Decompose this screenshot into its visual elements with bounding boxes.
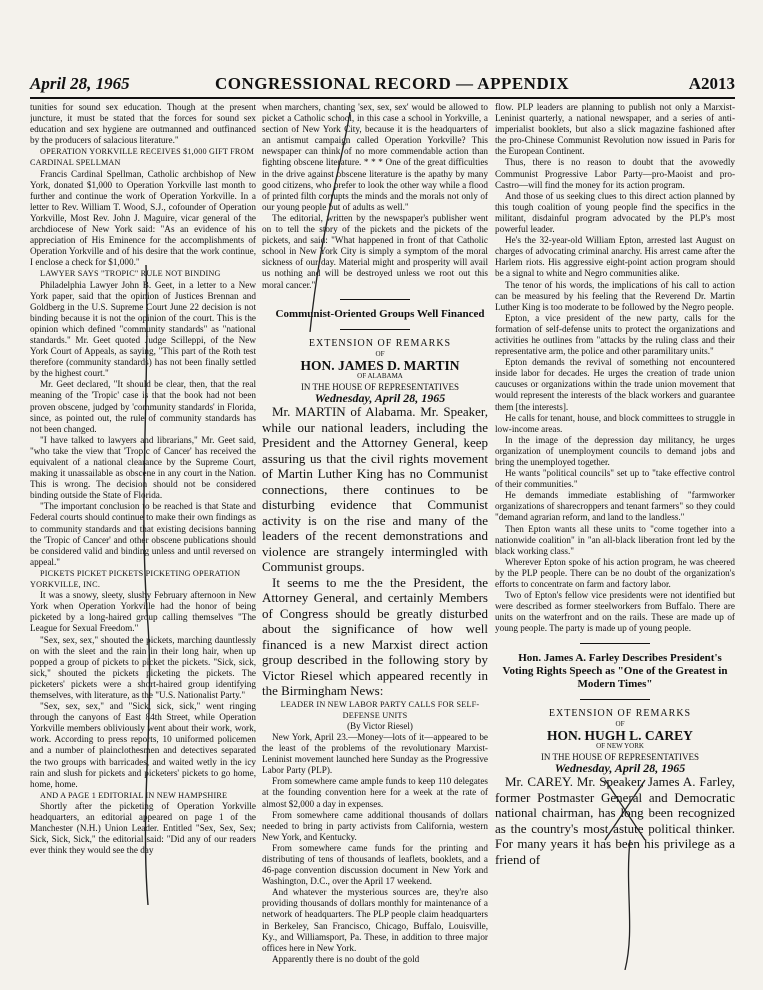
extension-of-remarks: EXTENSION OF REMARKS (308, 337, 452, 349)
member-state: OF ALABAMA (357, 371, 403, 380)
paragraph: Mr. MARTIN of Alabama. Mr. Speaker, while our national leaders, including the President and the Attorney General, keep assuring us that the civil rights movement of Martin Luther King has no Communist connections, there continues to be disturbing evidence that Communist activity is on the rise and many of the leaders of the recent demonstrations and violence are strangely intermingled with Communist groups. (262, 404, 488, 575)
member-name: HON. HUGH L. CAREY (547, 727, 693, 743)
paragraph: tunities for sound sex education. Though at the present juncture, it must be stated that the forces for sound sex education and sex hygiene are outmanned and outfinanced by the producers of salacious literature." (30, 102, 256, 146)
paragraph: And whatever the mysterious sources are, they're also providing thousands of dollars monthly for maintenance of a network of headquarters. The PLP people claim headquarters in Berkeley, San Francisco, Chicago, Buffalo, Louisville, Ky., and Williamsport, Pa. These, in addition to three major offices here in New York. (262, 887, 488, 953)
paragraph: From somewhere came ample funds to keep 110 delegates at the founding convention here for a week at the rate of almost $2,000 a day in expenses. (262, 776, 488, 809)
paragraph: He wants "political councils" set up to "take effective control of their communities." (495, 468, 735, 490)
of-label: OF (615, 719, 625, 728)
paragraph: He's the 32-year-old William Epton, arrested last August on charges of advocating criminal anarchy. His arrest came after the Harlem riots. His aggressive eight-point action program should be a signal to white and Negro communities alike. (495, 235, 735, 279)
paragraph: "Sex, sex, sex," and "Sick, sick, sick," went ringing through the canyons of East 84th Street, while Operation Yorkville members obliviously went about their work, work, work. According to press reports, 10 uniformed policemen and a number of plainclothesmen and detectives separated the two groups with barricades, and waited wetly in the icy rain and slush for pickets and picketers' pickets to go home, home, home. (30, 701, 256, 789)
paragraph: flow. PLP leaders are planning to publish not only a Marxist-Leninist quarterly, a national newspaper, and a series of anti-imperialist booklets, but also a slick magazine fashioned after the pro-Chinese Communist Revolution now issued in Paris for the European Continent. (495, 102, 735, 157)
paragraph: Two of Epton's fellow vice presidents were not identified but were described as former steelworkers from Buffalo. There are units on the waterfront and on the rails. These are made up of young people. The party is made up of young people. (495, 590, 735, 634)
speech-date: Wednesday, April 28, 1965 (314, 391, 446, 406)
paragraph: Epton demands the revival of something not encountered inside labor for decades. He urges the creation of trade union caucuses or organizations within the trade union movement that would represent the interests of the black workers and guarantee them [the interests]. (495, 357, 735, 412)
house-label: IN THE HOUSE OF REPRESENTATIVES (540, 751, 700, 762)
story-heading: LEADER IN NEW LABOR PARTY CALLS FOR SELF-DEFENSE UNITS (280, 699, 480, 720)
handwritten-mark-icon (128, 265, 168, 905)
section-heading: AND A PAGE 1 EDITORIAL IN NEW HAMPSHIRE (40, 790, 228, 800)
section-heading: OPERATION YORKVILLE RECEIVES $1,000 GIFT FROM CARDINAL SPELLMAN (30, 147, 255, 168)
paragraph: New York, April 23.—Money—lots of it—appeared to be the least of the problems of the revolutionary Marxist-Leninist movement launched here Sunday as the Progressive Labor Party (PLP). (262, 731, 488, 776)
paragraph: Francis Cardinal Spellman, Catholic archbishop of New York, donated $1,000 to Operation Yorkville last month to further and continue the work of Operation Yorkville. In a letter to Rev. William T. Wood, S.J., cofounder of Operation Yorkville, Most Rev. John J. Maguire, vicar general of the archdiocese of New York said: "As an evidence of his appreciation of His Eminence for the accomplishments of Operation Yorkville and of his desire that the work continue, I enclose a check for $1,000." (30, 168, 256, 268)
member-state: OF NEW YORK (596, 741, 644, 750)
paragraph: And those of us seeking clues to this direct action planned by this tough coalition of young people find the specifics in the militant, disdainful program advocated by the PLP's most powerful leader. (495, 190, 735, 235)
paragraph: "Sex, sex, sex," shouted the pickets, marching dauntlessly on with the sleet and the rain in their long hair, when up popped a group of pickets to picket the pickets. "Sick, sick, sick," shouted the pickets picketing the pickets. The picketers' pickets were a short-haired group identifying themselves, with literature, as the "U.S. Nationalist Party." (30, 634, 256, 700)
paragraph: From somewhere came additional thousands of dollars needed to bring in party activists from California, western New York, and Kentucky. (262, 809, 488, 842)
paragraph: "The important conclusion to be reached is that State and Federal courts should continue to make their own findings as to community standards and that existing decisions banning the 'Tropic of Cancer' and other obscene publications should be considered valid and binding unless and until reversed on appeal." (30, 501, 256, 567)
section-heading: LAWYER SAYS "TROPIC" RULE NOT BINDING (40, 269, 221, 279)
paragraph: From somewhere came funds for the printing and distributing of tens of thousands of leaflets, booklets, and a 46-page convention discussion document in New York and Washington, D.C., over the April 17 weekend. (262, 842, 488, 887)
article-title: Hon. James A. Farley Describes President's Voting Rights Speech as "One of the Greatest in Modern Times" (502, 651, 728, 690)
paragraph: Mr. CAREY. Mr. Speaker, James A. Farley, former Postmaster General and Democratic national chairman, has long been recognized as the country's most astute political thinker. For many years it has been his privilege as a friend of (495, 774, 735, 867)
section-divider (580, 699, 650, 700)
header-rule (30, 97, 735, 99)
handwritten-mark-icon (300, 112, 360, 332)
page-header (30, 74, 735, 96)
paragraph: Apparently there is no doubt of the gold (272, 953, 420, 964)
lead-text (262, 404, 488, 699)
header-page-number: A2013 (688, 74, 735, 93)
paragraph: It seems to me the the President, the Attorney General, and certainly Members of Congress should be greatly disturbed about the significance of how well financed is a new Marxist direct action group described in the following story by Victor Riesel which appeared recently in the Birmingham News: (262, 574, 488, 699)
speech-date: Wednesday, April 28, 1965 (554, 760, 686, 775)
paragraph: "I have talked to lawyers and librarians," Mr. Geet said, "who take the view that 'Tropic of Cancer' has received the equivalent of a national clearance by the Supreme Court, making it unassailable as obscene in any court in the Nation. This is wrong. The decision should not be considered binding outside the State of Florida. (30, 434, 256, 501)
member-name: HON. JAMES D. MARTIN (300, 357, 460, 373)
paragraph: Then Epton wants all these units to "come together into a nationwide coalition" in "an all-black liberation front led by the black working class." (495, 523, 735, 556)
extension-of-remarks: EXTENSION OF REMARKS (548, 707, 692, 719)
paragraph: Philadelphia Lawyer John B. Geet, in a letter to a New York paper, said that the opinion of Justices Brennan and Goldberg in the U.S. Supreme Court June 22 decision is not binding because it is not the opinion of the court. This is the opinion which defined "community standards" as "national standards." Mr. Geet quoted Judge Scilleppi, of the New York Court of Appeals, as saying, "This part of the Roth test therefore (community standards) has not been finally settled by the highest court." (30, 279, 256, 379)
paragraph: Thus, there is no reason to doubt that the avowedly Communist Progressive Labor Party—pro-Maoist and pro-Castro—will find the money for its action program. (495, 157, 735, 190)
paragraph: Shortly after the picketing of Operation Yorkville headquarters, an editorial appeared on page 1 of the Manchester (N.H.) Union Leader. Entitled "Sex, Sex, Sex; Sick, Sick, Sick," the editorial said: "Did any of our readers ever think they would see the day (30, 800, 256, 856)
paragraph: Epton, a vice president of the new party, calls for the formation of self-defense units to protect the organizations and activities he outlines from "attacks by the ruling class and their representative arm, the police and other paramilitary units." (495, 312, 735, 357)
column-2 (262, 102, 488, 982)
paragraph: He demands immediate establishing of "farmworker organizations of sharecroppers and tenant farmers" so they could "demand agrarian reform, and land to the landless." (495, 490, 735, 523)
header-date: April 28, 1965 (30, 74, 130, 93)
paragraph: It was a snowy, sleety, slushy February afternoon in New York when Operation Yorkville had the honor of being picketed by a long-haired group calling themselves "The League for Sexual Freedom." (30, 590, 256, 634)
paragraph: In the image of the depression day militancy, he urges organization of unemployment councils to demand jobs and bring the unemployed together. (495, 434, 735, 467)
paragraph: Mr. Geet declared, "It should be clear, then, that the real meaning of the 'Tropic' case is that the book had not been proven obscene, judged by 'community standards' in Florida, since, as pointed out, the rule of community standards has not been changed. (30, 379, 256, 434)
paragraph: He calls for tenant, house, and block committees to struggle in low-income areas. (495, 412, 735, 434)
paragraph: Wherever Epton spoke of his action program, he was cheered by the PLP people. There can be no doubt of the organization's efforts to concentrate on farm and factory labor. (495, 556, 735, 590)
paragraph: The editorial, written by the newspaper's publisher went on to tell the story of the pickets and the pickets of the pickets, and said: "What happened in front of that Catholic school in New York City is simply a symptom of the moral sickness of our day. Material might and prosperity will avail us nothing and will be destroyed unless we root out this moral cancer." (262, 212, 488, 290)
paragraph: when marchers, chanting 'sex, sex, sex' would be allowed to picket a Catholic school, in this case a school in Yorkville, a section of New York City, because it is the headquarters of an antismut campaign called Operation Yorkville? This newspaper can think of no more commendable action than fighting obscene literature. * * * One of the great difficulties in the drive against obscene literature is the apathy by many good citizens, who prefer to look the other way while a flood of printed filth corrupts the minds and the morals not only of our young people but of adults as well." (262, 102, 488, 212)
byline: (By Victor Riesel) (347, 720, 413, 731)
of-label: OF (375, 349, 385, 358)
handwritten-mark-icon (600, 770, 660, 970)
paragraph: The tenor of his words, the implications of his call to action can be measured by his feeling that the Reverend Dr. Martin Luther King is too moderate to be followed by the Negro people. (495, 279, 735, 312)
header-title: CONGRESSIONAL RECORD — APPENDIX (215, 74, 570, 93)
article-title: Communist-Oriented Groups Well Financed (275, 307, 485, 320)
section-divider (580, 643, 650, 644)
house-label: IN THE HOUSE OF REPRESENTATIVES (300, 381, 460, 392)
section-heading: PICKETS PICKET PICKETS PICKETING OPERATION YORKVILLE, INC. (30, 568, 241, 590)
